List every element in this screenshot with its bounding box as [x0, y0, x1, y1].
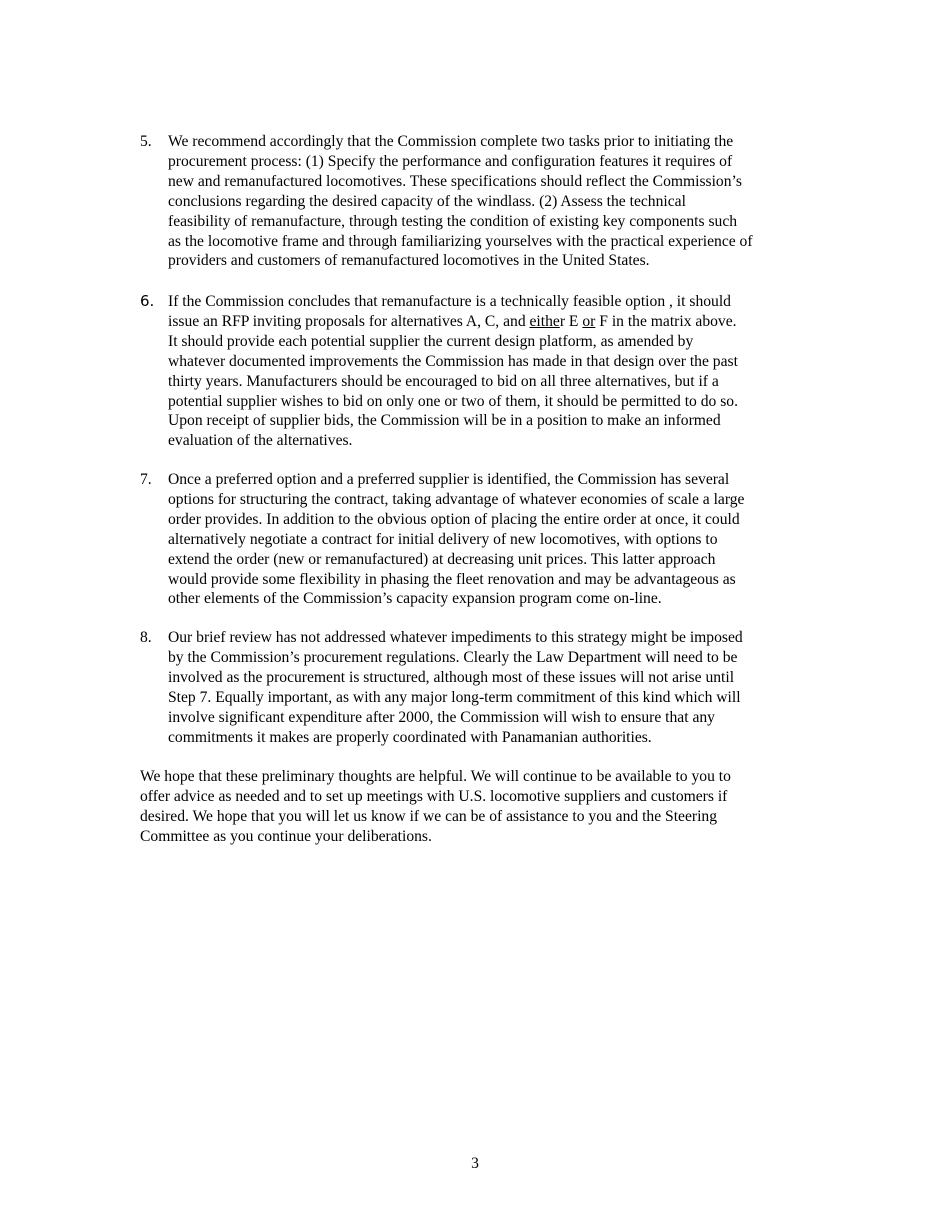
closing-paragraph — [140, 767, 820, 847]
underlined-word-either: eithe — [529, 312, 560, 330]
text-line: involve significant expenditure after 2000, the Commission will wish to ensure that any — [168, 708, 715, 726]
text-line: involved as the procurement is structured, although most of these issues will not arise until — [168, 668, 735, 686]
text-line: whatever documented improvements the Commission has made in that design over the past — [168, 352, 738, 370]
list-item-5 — [140, 132, 820, 271]
text-line: options for structuring the contract, taking advantage of whatever economies of scale a large — [168, 490, 745, 508]
text-line: Once a preferred option and a preferred supplier is identified, the Commission has several — [168, 471, 730, 488]
list-item-number: 5. — [140, 133, 152, 150]
list-item-text — [168, 470, 820, 609]
underlined-word-or: or — [582, 312, 596, 330]
text-line: It should provide each potential supplier the current design platform, as amended by — [168, 332, 694, 350]
list-item-text — [168, 628, 820, 747]
text-line: order provides. In addition to the obvious option of placing the entire order at once, it could — [168, 510, 740, 528]
text-line: thirty years. Manufacturers should be encouraged to bid on all three alternatives, but if a — [168, 372, 719, 390]
text-line: new and remanufactured locomotives. These specifications should reflect the Commission’s — [168, 172, 742, 190]
text-line: alternatively negotiate a contract for initial delivery of new locomotives, with options to — [168, 530, 718, 548]
list-item-7 — [140, 470, 820, 609]
list-item-8 — [140, 628, 820, 747]
text-run: issue an RFP inviting proposals for alternatives A, C, and — [168, 312, 530, 330]
text-line: would provide some flexibility in phasing the fleet renovation and may be advantageous as — [168, 570, 736, 588]
text-line: extend the order (new or remanufactured) at decreasing unit prices. This latter approach — [168, 550, 716, 568]
text-line: Committee as you continue your deliberations. — [140, 827, 432, 845]
page-number: 3 — [471, 1155, 479, 1172]
list-item-text — [168, 132, 820, 271]
text-run: F in the matrix above. — [595, 312, 737, 330]
text-line: procurement process: (1) Specify the performance and configuration features it requires of — [168, 152, 733, 170]
text-line: Step 7. Equally important, as with any major long-term commitment of this kind which will — [168, 688, 741, 706]
list-item-number: 7. — [140, 471, 152, 488]
text-line: We hope that these preliminary thoughts are helpful. We will continue to be available to you to — [140, 768, 731, 785]
text-run: r E — [559, 312, 583, 330]
text-line: as the locomotive frame and through familiarizing yourselves with the practical experience of — [168, 232, 753, 250]
text-line: We recommend accordingly that the Commission complete two tasks prior to initiating the — [168, 133, 734, 150]
text-line: potential supplier wishes to bid on only one or two of them, it should be permitted to do so. — [168, 392, 738, 410]
text-line: Upon receipt of supplier bids, the Commission will be in a position to make an informed — [168, 412, 721, 430]
list-item-text — [168, 292, 820, 451]
text-line: other elements of the Commission’s capacity expansion program come on-line. — [168, 590, 662, 608]
list-item-number: 6. — [140, 292, 155, 310]
text-line: offer advice as needed and to set up meetings with U.S. locomotive suppliers and customers if — [140, 787, 728, 805]
text-line: evaluation of the alternatives. — [168, 432, 353, 450]
list-item-6 — [140, 292, 820, 451]
text-line: If the Commission concludes that remanufacture is a technically feasible option , it should — [168, 293, 731, 310]
list-item-number: 8. — [140, 629, 152, 646]
text-line: Our brief review has not addressed whatever impediments to this strategy might be imposed — [168, 629, 743, 646]
text-line — [168, 312, 820, 332]
text-line: by the Commission’s procurement regulations. Clearly the Law Department will need to be — [168, 648, 738, 666]
text-line: providers and customers of remanufactured locomotives in the United States. — [168, 252, 650, 270]
text-line: conclusions regarding the desired capacity of the windlass. (2) Assess the technical — [168, 192, 686, 210]
text-line: commitments it makes are properly coordinated with Panamanian authorities. — [168, 728, 652, 746]
text-line: feasibility of remanufacture, through testing the condition of existing key components such — [168, 212, 738, 230]
text-line: desired. We hope that you will let us know if we can be of assistance to you and the Steering — [140, 807, 718, 825]
